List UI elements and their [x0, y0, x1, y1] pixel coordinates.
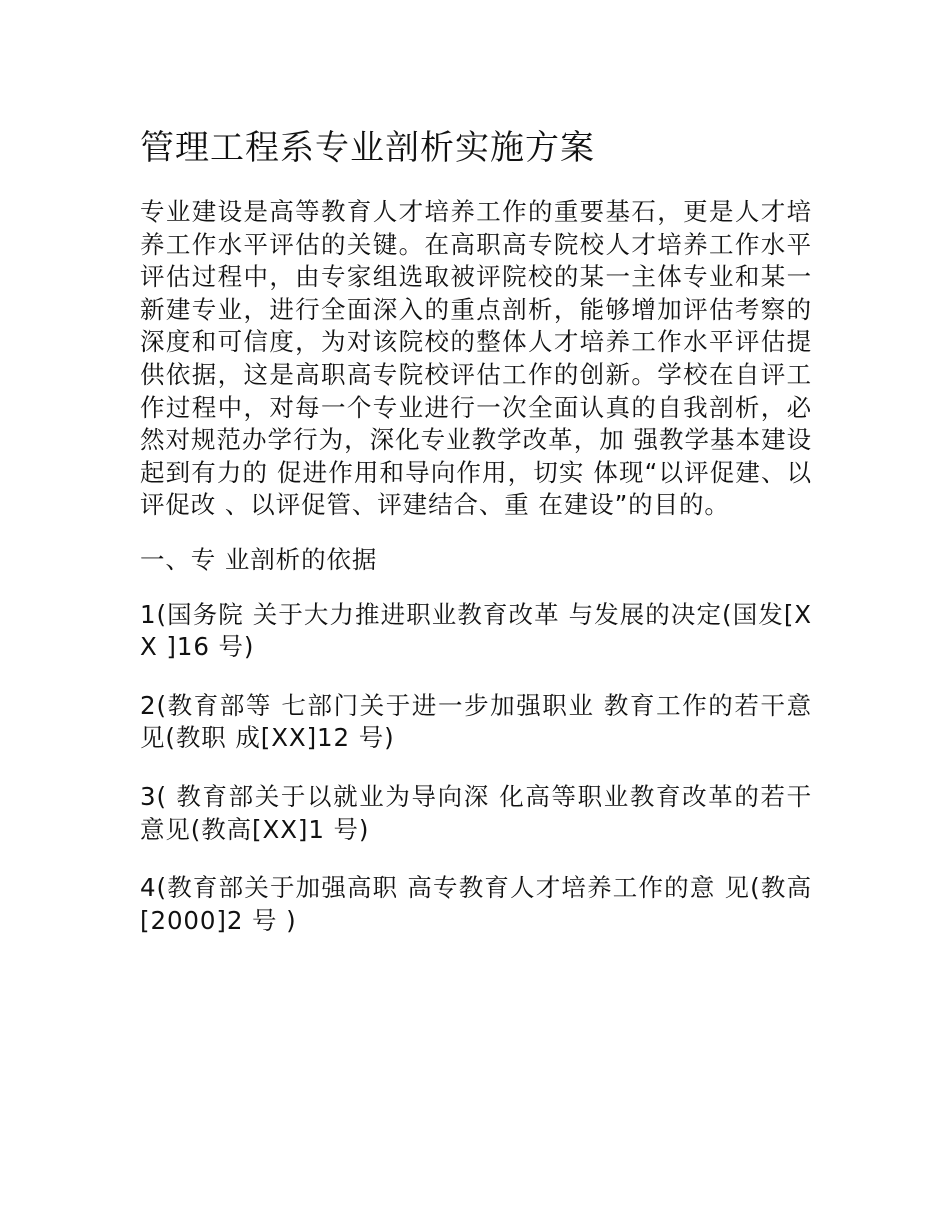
reference-item: 2(教育部等 七部门关于进一步加强职业 教育工作的若干意见(教职 成[XX]12 号): [140, 690, 812, 753]
reference-item: 1(国务院 关于大力推进职业教育改革 与发展的决定(国发[XX ]16 号): [140, 599, 812, 662]
reference-list: [140, 599, 812, 938]
document-title: 管理工程系专业剖析实施方案: [140, 128, 595, 168]
document-page: [140, 122, 812, 963]
section-heading-basis: 一、专 业剖析的依据: [140, 544, 378, 574]
reference-item: 4(教育部关于加强高职 高专教育人才培养工作的意 见(教高[2000]2 号 ): [140, 873, 812, 935]
intro-paragraph: 专业建设是高等教育人才培养工作的重要基石，更是人才培养工作水平评估的关键。在高职高专院校人才培养工作水平评估过程中，由专家组选取被评院校的某一主体专业和某一新建专业，进行全面深入的重点剖析，能够增加评估考察的深度和可信度，为对该院校的整体人才培养工作水平评估提供依据，这是高职高专院校评估工作的创新。学校在自评工作过程中，对每一个专业进行一次全面认真的自我剖析，必然对规范办学行为，深化专业教学改革，加 强教学基本建设起到有力的 促进作用和导向作用，切实 体现“以评促建、以评促改 、以评促管、评建结合、重 在建设”的目的。: [140, 197, 812, 520]
reference-item: 3( 教育部关于以就业为导向深 化高等职业教育改革的若干 意见(教高[XX]1 号): [140, 781, 812, 844]
